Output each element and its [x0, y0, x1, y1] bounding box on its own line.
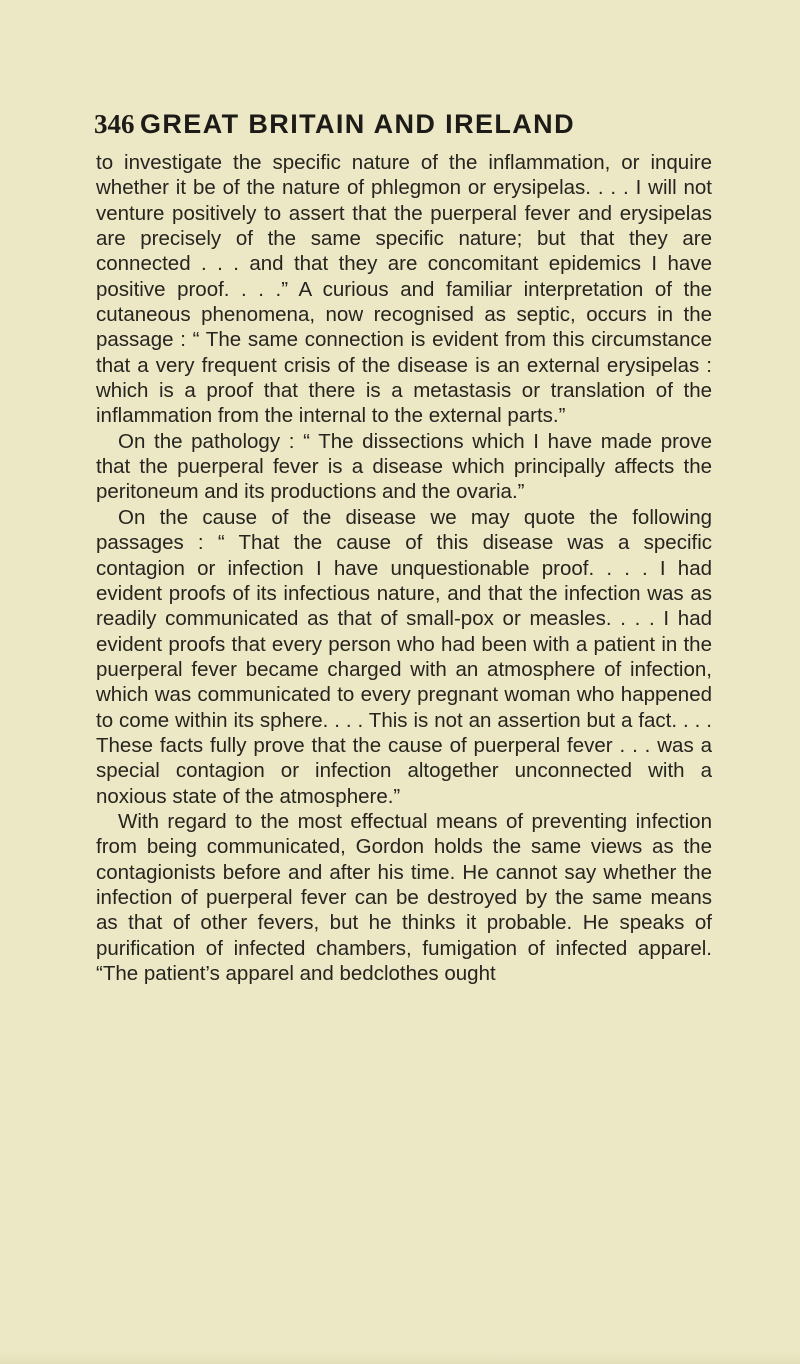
paragraph: On the pathology : “ The dissections which I have made prove that the puerperal fever is a disease which principally affects the peritoneum and its productions and the ovaria.”: [96, 429, 712, 504]
body-text: [96, 150, 712, 986]
running-head: [94, 104, 734, 144]
page-bottom-edge: [0, 1352, 800, 1364]
paragraph: to investigate the specific nature of the inflammation, or inquire whether it be of the nature of phlegmon or erysipelas. . . . I will not venture positively to assert that the puerperal fever and erysipelas are precisely of the same specific nature; but that they are connected . . . and that they are concomitant epidemics I have positive proof. . . .” A curious and familiar interpretation of the cutaneous phenomena, now recognised as septic, occurs in the passage : “ The same connection is evident from this circumstance that a very frequent crisis of the disease is an external erysipelas : which is a proof that there is a metastasis or translation of the inflammation from the internal to the external parts.”: [96, 151, 712, 428]
page-number: 346: [94, 109, 135, 139]
chapter-title: GREAT BRITAIN AND IRELAND: [140, 109, 575, 139]
paragraph: On the cause of the disease we may quote the following passages : “ That the cause of this disease was a specific contagion or infection I have unquestionable proof. . . . I had evident proofs of its infectious nature, and that the infection was as readily communicated as that of small-pox or measles. . . . I had evident proofs that every person who had been with a patient in the puerperal fever became charged with an atmosphere of infection, which was communicated to every pregnant woman who happened to come within its sphere. . . . This is not an assertion but a fact. . . . These facts fully prove that the cause of puerperal fever . . . was a special contagion or infection altogether unconnected with a noxious state of the atmosphere.”: [96, 505, 712, 808]
paragraph: With regard to the most effectual means of preventing infection from being communicated, Gordon holds the same views as the contagionists before and after his time. He cannot say whether the infection of puerperal fever can be destroyed by the same means as that of other fevers, but he thinks it probable. He speaks of purification of infected chambers, fumigation of infected apparel. “The patient’s apparel and bedclothes ought: [96, 809, 712, 985]
